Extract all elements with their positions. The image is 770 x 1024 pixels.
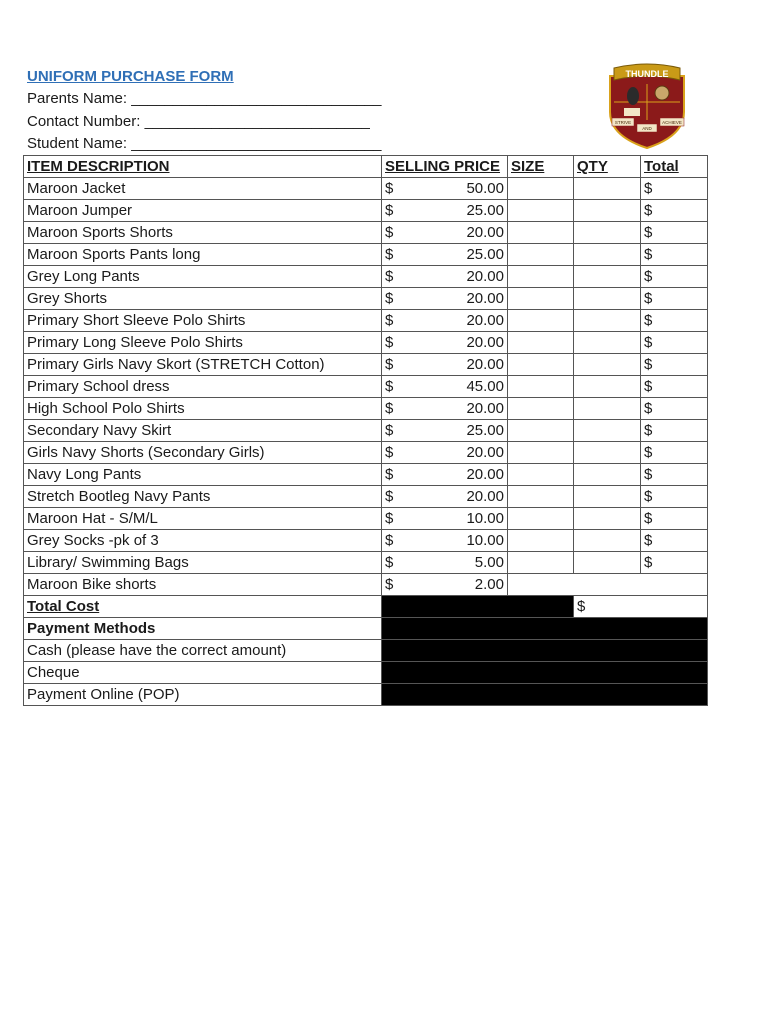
crest-book-icon [624, 108, 640, 116]
item-price [382, 244, 508, 266]
item-name: Secondary Navy Skirt [24, 420, 382, 442]
item-price [382, 420, 508, 442]
total-cost-row [24, 596, 708, 618]
item-price [382, 332, 508, 354]
item-qty-input[interactable] [574, 508, 641, 530]
item-qty-input[interactable] [574, 200, 641, 222]
payment-method-option[interactable]: Cash (please have the correct amount) [24, 640, 382, 662]
item-price-amount: 10.00 [466, 532, 504, 549]
item-price-amount: 20.00 [466, 444, 504, 461]
table-row [24, 244, 708, 266]
table-row [24, 200, 708, 222]
item-price [382, 266, 508, 288]
table-row [24, 442, 708, 464]
item-price [382, 310, 508, 332]
item-size-input[interactable] [508, 398, 574, 420]
item-qty-input[interactable] [574, 398, 641, 420]
item-size-input[interactable] [508, 266, 574, 288]
item-total: $ [641, 486, 708, 508]
item-size-input[interactable] [508, 288, 574, 310]
payment-methods-row [24, 618, 708, 640]
item-total: $ [641, 310, 708, 332]
item-price-amount: 20.00 [466, 268, 504, 285]
item-total: $ [641, 200, 708, 222]
form-title: UNIFORM PURCHASE FORM [27, 68, 234, 85]
item-price [382, 200, 508, 222]
item-blank-cell [508, 574, 708, 596]
item-price [382, 398, 508, 420]
item-size-input[interactable] [508, 244, 574, 266]
item-qty-input[interactable] [574, 442, 641, 464]
item-name: Primary Short Sleeve Polo Shirts [24, 310, 382, 332]
crest-banner-text: THUNDLE [625, 69, 669, 79]
item-name: Maroon Jumper [24, 200, 382, 222]
item-size-input[interactable] [508, 332, 574, 354]
crest-motto-right: ACHIEVE [662, 120, 682, 125]
item-size-input[interactable] [508, 530, 574, 552]
item-price-amount: 20.00 [466, 290, 504, 307]
item-price [382, 574, 508, 596]
table-row [24, 530, 708, 552]
item-size-input[interactable] [508, 222, 574, 244]
item-qty-input[interactable] [574, 464, 641, 486]
student-name-label: Student Name: [27, 135, 128, 152]
item-price [382, 442, 508, 464]
payment-method-row[interactable] [24, 640, 708, 662]
item-price-currency: $ [385, 268, 394, 285]
item-size-input[interactable] [508, 508, 574, 530]
item-total: $ [641, 376, 708, 398]
parents-name-label: Parents Name: [27, 90, 128, 107]
blacked-out-cell [382, 662, 708, 684]
item-price [382, 508, 508, 530]
item-size-input[interactable] [508, 442, 574, 464]
table-row [24, 178, 708, 200]
table-row [24, 508, 708, 530]
item-qty-input[interactable] [574, 552, 641, 574]
item-price-currency: $ [385, 334, 394, 351]
item-price-amount: 20.00 [466, 488, 504, 505]
student-name-line[interactable]: ______________________________ [131, 135, 382, 152]
item-total: $ [641, 398, 708, 420]
crest-motto-left: STRIVE [614, 120, 632, 125]
blacked-out-cell [382, 684, 708, 706]
item-qty-input[interactable] [574, 222, 641, 244]
item-price-amount: 25.00 [466, 246, 504, 263]
item-price-amount: 50.00 [466, 180, 504, 197]
table-header-row [24, 156, 708, 178]
item-price-currency: $ [385, 400, 394, 417]
item-price-currency: $ [385, 510, 394, 527]
payment-methods-label: Payment Methods [24, 618, 382, 640]
item-price [382, 354, 508, 376]
item-total: $ [641, 266, 708, 288]
item-price [382, 486, 508, 508]
contact-number-field[interactable] [27, 113, 370, 131]
item-name: Maroon Sports Shorts [24, 222, 382, 244]
col-header-price: SELLING PRICE [382, 156, 508, 178]
item-total: $ [641, 288, 708, 310]
item-qty-input[interactable] [574, 332, 641, 354]
payment-method-row[interactable] [24, 684, 708, 706]
item-qty-input[interactable] [574, 354, 641, 376]
school-crest-logo [602, 62, 692, 150]
table-row [24, 354, 708, 376]
item-size-input[interactable] [508, 178, 574, 200]
col-header-total: Total [641, 156, 708, 178]
item-price-amount: 5.00 [474, 554, 504, 571]
item-price-currency: $ [385, 532, 394, 549]
item-name: Stretch Bootleg Navy Pants [24, 486, 382, 508]
item-price-currency: $ [385, 576, 394, 593]
item-total: $ [641, 244, 708, 266]
item-price-currency: $ [385, 202, 394, 219]
contact-number-label: Contact Number: [27, 113, 141, 130]
table-row [24, 310, 708, 332]
item-total: $ [641, 354, 708, 376]
item-price-amount: 20.00 [466, 466, 504, 483]
item-total: $ [641, 442, 708, 464]
item-price [382, 288, 508, 310]
item-total: $ [641, 222, 708, 244]
item-price-currency: $ [385, 180, 394, 197]
item-price-currency: $ [385, 444, 394, 461]
payment-method-row[interactable] [24, 662, 708, 684]
payment-method-option[interactable]: Cheque [24, 662, 382, 684]
item-name: Primary School dress [24, 376, 382, 398]
table-row [24, 222, 708, 244]
col-header-qty: QTY [574, 156, 641, 178]
item-price-currency: $ [385, 422, 394, 439]
total-cost-value[interactable]: $ [574, 596, 708, 618]
item-total: $ [641, 332, 708, 354]
item-price-currency: $ [385, 554, 394, 571]
crest-globe-icon [655, 86, 669, 100]
item-price-amount: 10.00 [466, 510, 504, 527]
item-price-currency: $ [385, 378, 394, 395]
parents-name-field[interactable] [27, 90, 382, 108]
table-row [24, 574, 708, 596]
item-total: $ [641, 420, 708, 442]
item-name: Navy Long Pants [24, 464, 382, 486]
item-price-currency: $ [385, 224, 394, 241]
item-price-currency: $ [385, 312, 394, 329]
item-total: $ [641, 552, 708, 574]
item-qty-input[interactable] [574, 530, 641, 552]
item-qty-input[interactable] [574, 178, 641, 200]
item-name: Library/ Swimming Bags [24, 552, 382, 574]
crest-torch-icon [627, 87, 639, 105]
table-row [24, 420, 708, 442]
item-size-input[interactable] [508, 486, 574, 508]
blacked-out-cell [382, 618, 708, 640]
item-qty-input[interactable] [574, 310, 641, 332]
item-price-currency: $ [385, 246, 394, 263]
item-size-input[interactable] [508, 200, 574, 222]
item-price [382, 178, 508, 200]
item-name: Girls Navy Shorts (Secondary Girls) [24, 442, 382, 464]
item-name: Grey Socks -pk of 3 [24, 530, 382, 552]
item-price-currency: $ [385, 356, 394, 373]
item-total: $ [641, 508, 708, 530]
item-name: Primary Girls Navy Skort (STRETCH Cotton) [24, 354, 382, 376]
item-price [382, 464, 508, 486]
item-size-input[interactable] [508, 420, 574, 442]
item-price-amount: 45.00 [466, 378, 504, 395]
item-price-currency: $ [385, 488, 394, 505]
item-qty-input[interactable] [574, 420, 641, 442]
item-size-input[interactable] [508, 464, 574, 486]
student-name-field[interactable] [27, 135, 382, 153]
item-total: $ [641, 178, 708, 200]
contact-number-line[interactable]: ___________________________ [144, 113, 370, 130]
item-name: Primary Long Sleeve Polo Shirts [24, 332, 382, 354]
item-price-amount: 25.00 [466, 202, 504, 219]
item-price-amount: 2.00 [474, 576, 504, 593]
item-size-input[interactable] [508, 310, 574, 332]
item-name: Grey Shorts [24, 288, 382, 310]
item-total: $ [641, 530, 708, 552]
item-qty-input[interactable] [574, 244, 641, 266]
blacked-out-cell [382, 596, 574, 618]
item-name: Maroon Bike shorts [24, 574, 382, 596]
table-row [24, 332, 708, 354]
item-size-input[interactable] [508, 552, 574, 574]
item-price-amount: 20.00 [466, 356, 504, 373]
item-name: Maroon Sports Pants long [24, 244, 382, 266]
item-qty-input[interactable] [574, 266, 641, 288]
item-qty-input[interactable] [574, 376, 641, 398]
item-name: Maroon Jacket [24, 178, 382, 200]
item-price [382, 530, 508, 552]
item-price-amount: 20.00 [466, 224, 504, 241]
item-size-input[interactable] [508, 354, 574, 376]
item-price-currency: $ [385, 290, 394, 307]
table-row [24, 486, 708, 508]
col-header-item: ITEM DESCRIPTION [24, 156, 382, 178]
payment-method-option[interactable]: Payment Online (POP) [24, 684, 382, 706]
item-name: Grey Long Pants [24, 266, 382, 288]
item-price-amount: 25.00 [466, 422, 504, 439]
crest-motto-mid: AND [642, 126, 652, 131]
purchase-table [23, 155, 708, 706]
item-price [382, 222, 508, 244]
item-price [382, 376, 508, 398]
item-qty-input[interactable] [574, 288, 641, 310]
item-name: High School Polo Shirts [24, 398, 382, 420]
table-row [24, 552, 708, 574]
item-total: $ [641, 464, 708, 486]
total-cost-label: Total Cost [24, 596, 382, 618]
blacked-out-cell [382, 640, 708, 662]
table-row [24, 398, 708, 420]
table-row [24, 464, 708, 486]
item-price-amount: 20.00 [466, 400, 504, 417]
col-header-size: SIZE [508, 156, 574, 178]
table-row [24, 376, 708, 398]
table-row [24, 266, 708, 288]
item-price [382, 552, 508, 574]
item-size-input[interactable] [508, 376, 574, 398]
table-row [24, 288, 708, 310]
item-price-currency: $ [385, 466, 394, 483]
parents-name-line[interactable]: ______________________________ [131, 90, 382, 107]
item-price-amount: 20.00 [466, 312, 504, 329]
item-qty-input[interactable] [574, 486, 641, 508]
item-price-amount: 20.00 [466, 334, 504, 351]
item-name: Maroon Hat - S/M/L [24, 508, 382, 530]
